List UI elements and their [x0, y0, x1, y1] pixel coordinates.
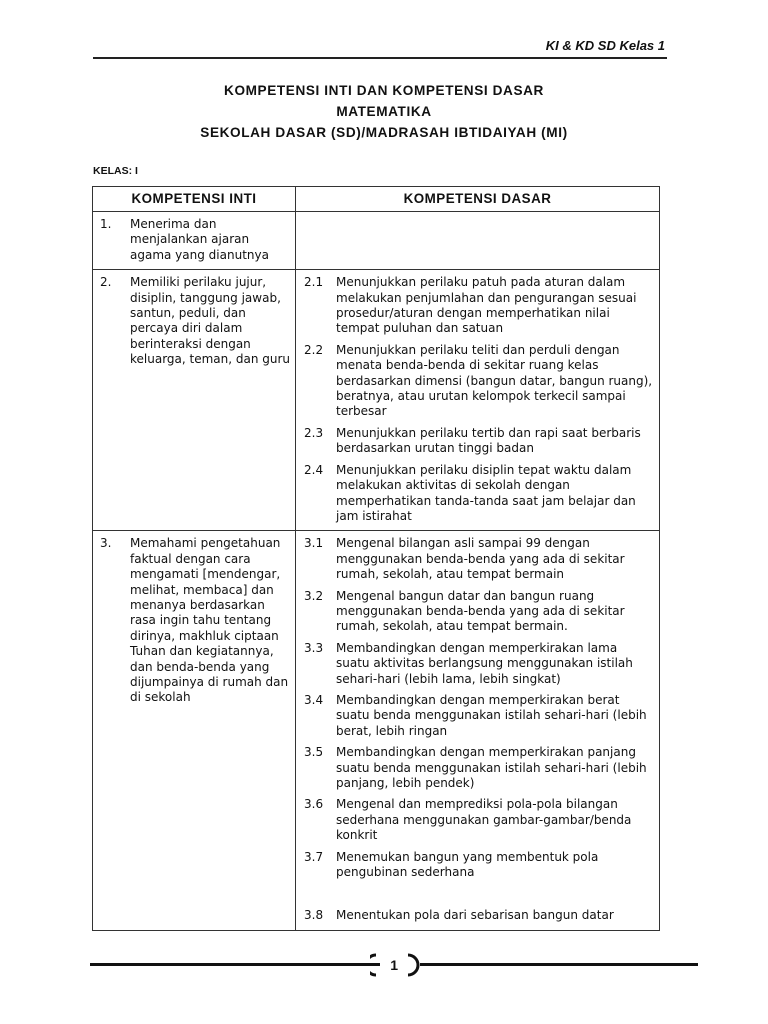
ki-text: Menerima dan menjalankan ajaran agama yang dianutnya [130, 217, 269, 262]
kd-number: 3.8 [304, 908, 324, 923]
table-header-row [93, 187, 660, 212]
kd-item [304, 463, 653, 525]
kd-cell-empty [296, 212, 660, 270]
table-row [93, 270, 660, 531]
footer-rule-right [420, 963, 698, 966]
kd-item [304, 693, 653, 739]
header-rule [93, 57, 667, 59]
kd-item [304, 797, 653, 843]
ki-number: 1. [100, 217, 112, 231]
spacer [304, 886, 653, 908]
kd-number: 3.7 [304, 849, 324, 864]
kd-number: 2.4 [304, 462, 324, 477]
ki-cell [93, 531, 296, 931]
title-line-3: SEKOLAH DASAR (SD)/MADRASAH IBTIDAIYAH (MI) [200, 125, 568, 140]
kd-item [304, 589, 653, 635]
title-line-2: MATEMATIKA [336, 104, 432, 119]
competency-table [92, 186, 660, 931]
ki-number: 2. [100, 275, 112, 290]
ki-cell [93, 212, 296, 270]
kd-number: 3.1 [304, 536, 324, 551]
ki-text: Memiliki perilaku jujur, disiplin, tanggung jawab, santun, peduli, dan percaya diri dalam berinteraksi dengan keluarga, teman, dan guru [130, 275, 291, 367]
kelas-label: KELAS: I [93, 165, 138, 177]
kd-number: 2.2 [304, 342, 324, 357]
kd-number: 3.2 [304, 588, 324, 603]
kd-text: Mengenal dan memprediksi pola-pola bilangan sederhana menggunakan gambar-gambar/benda konkrit [336, 797, 632, 843]
title-line-1: KOMPETENSI INTI DAN KOMPETENSI DASAR [224, 83, 544, 98]
kd-text: Mengenal bangun datar dan bangun ruang menggunakan benda-benda yang ada di sekitar rumah, sekolah, atau tempat bermain. [336, 588, 625, 634]
kd-number: 2.1 [304, 275, 324, 290]
kd-number: 2.3 [304, 425, 324, 440]
kd-text: Menunjukkan perilaku tertib dan rapi saat berbaris berdasarkan urutan tinggi badan [336, 425, 641, 456]
page-number-badge [370, 953, 428, 977]
kd-number: 3.3 [304, 640, 324, 655]
kd-item [304, 641, 653, 687]
kd-number: 3.4 [304, 692, 324, 707]
kd-text: Menunjukkan perilaku patuh pada aturan dalam melakukan penjumlahan dan pengurangan sesuai prosedur/aturan dengan memperhatikan nilai tempat puluhan dan satuan [336, 275, 637, 336]
ki-number: 3. [100, 536, 112, 551]
document-title-block [92, 80, 676, 143]
page-number: 1 [390, 957, 398, 973]
kd-text: Mengenal bilangan asli sampai 99 dengan menggunakan benda-benda yang ada di sekitar rumah, sekolah, atau tempat bermain [336, 536, 625, 582]
table-row [93, 212, 660, 270]
ki-text: Memahami pengetahuan faktual dengan cara mengamati [mendengar, melihat, membaca] dan menanya berdasarkan rasa ingin tahu tentang dirinya, makhluk ciptaan Tuhan dan kegiatannya, dan benda-benda yang dijumpainya di rumah dan di sekolah [130, 536, 289, 705]
kd-cell [296, 531, 660, 931]
footer-rule-left [90, 963, 380, 966]
header-kompetensi-inti: KOMPETENSI INTI [93, 187, 296, 212]
kd-text: Membandingkan dengan memperkirakan berat suatu benda menggunakan istilah sehari-hari (lebih berat, lebih ringan [336, 692, 647, 738]
kd-item [304, 275, 653, 337]
kd-text: Menemukan bangun yang membentuk pola pengubinan sederhana [336, 849, 599, 880]
ki-cell [93, 270, 296, 531]
kd-item [304, 850, 653, 881]
kd-item [304, 343, 653, 420]
kd-text: Menentukan pola dari sebarisan bangun datar [336, 908, 614, 923]
kd-text: Menunjukkan perilaku teliti dan perduli dengan menata benda-benda di sekitar ruang kelas berdasarkan dimensi (bangun datar, bangun ruang), beratnya, atau urutan kelompok terkecil sampai terbesar [336, 342, 653, 419]
kd-number: 3.5 [304, 745, 324, 760]
kd-cell [296, 270, 660, 531]
kd-text: Membandingkan dengan memperkirakan panjang suatu benda menggunakan istilah sehari-hari (lebih panjang, lebih pendek) [336, 745, 647, 790]
running-header: KI & KD SD Kelas 1 [545, 38, 665, 53]
kd-item [304, 745, 653, 791]
kd-item [304, 908, 653, 923]
header-kompetensi-dasar: KOMPETENSI DASAR [296, 187, 660, 212]
kd-item [304, 426, 653, 457]
kd-item [304, 536, 653, 582]
kd-text: Membandingkan dengan memperkirakan lama suatu aktivitas berlangsung menggunakan istilah sehari-hari (lebih lama, lebih singkat) [336, 640, 633, 686]
kd-text: Menunjukkan perilaku disiplin tepat waktu dalam melakukan aktivitas di sekolah dengan memperhatikan tanda-tanda saat jam belajar dan jam istirahat [336, 462, 636, 523]
table-row [93, 531, 660, 931]
kd-number: 3.6 [304, 797, 324, 812]
